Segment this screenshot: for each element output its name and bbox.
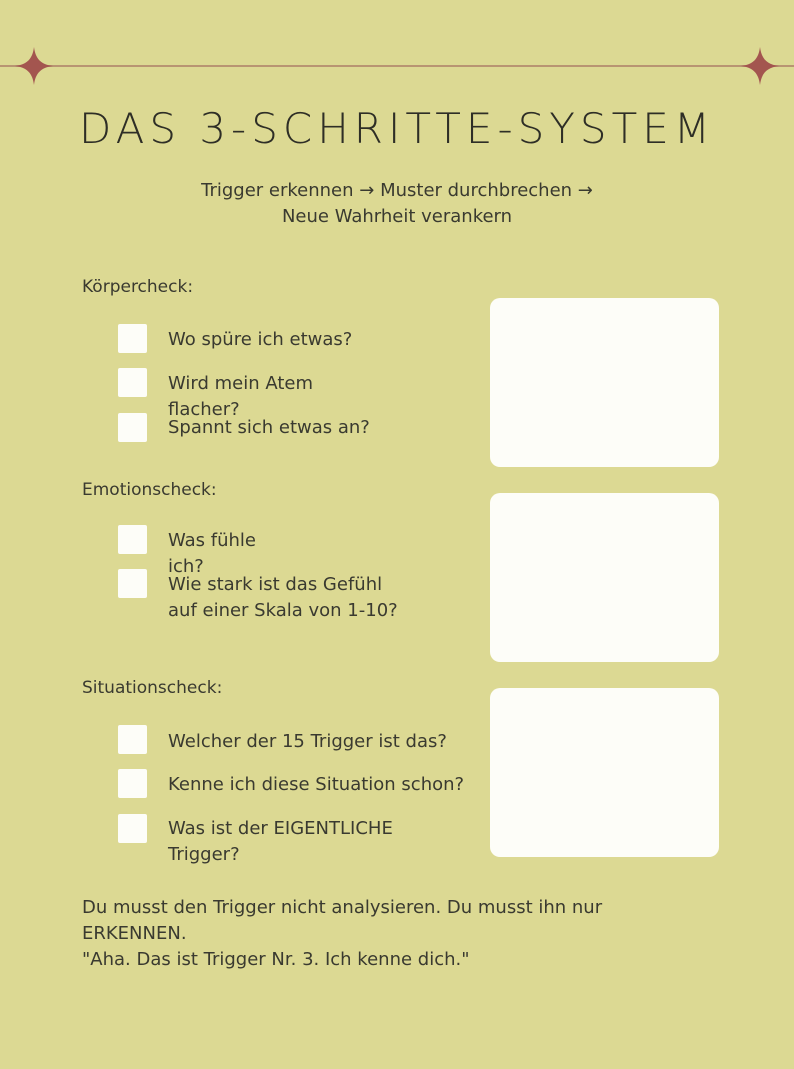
section-label-koerpercheck: Körpercheck:	[82, 277, 194, 297]
checkbox[interactable]	[118, 569, 147, 598]
subtitle-line: Neue Wahrheit verankern	[281, 206, 513, 227]
section-label-situationscheck: Situationscheck:	[82, 678, 223, 698]
notes-box-emotionscheck[interactable]	[490, 493, 719, 662]
checkbox[interactable]	[118, 769, 147, 798]
checkbox[interactable]	[118, 324, 147, 353]
checkbox[interactable]	[118, 368, 147, 397]
checklist-item: Wie stark ist das Gefühl auf einer Skala von 1-10?	[168, 574, 398, 621]
decorative-divider-line	[0, 65, 794, 67]
checklist-item: Wo spüre ich etwas?	[168, 329, 353, 350]
checkbox[interactable]	[118, 525, 147, 554]
checklist-item: Wird mein Atem flacher?	[168, 373, 314, 420]
checkbox[interactable]	[118, 413, 147, 442]
checkbox[interactable]	[118, 814, 147, 843]
section-label-emotionscheck: Emotionscheck:	[82, 480, 217, 500]
notes-box-koerpercheck[interactable]	[490, 298, 719, 467]
checkbox[interactable]	[118, 725, 147, 754]
checklist-item: Welcher der 15 Trigger ist das?	[168, 731, 447, 752]
checklist-item: Spannt sich etwas an?	[168, 417, 370, 438]
checklist-item: Was fühle ich?	[168, 530, 257, 577]
subtitle	[0, 178, 794, 230]
checklist-item: Was ist der EIGENTLICHE Trigger?	[168, 818, 393, 865]
page-title: DAS 3-SCHRITTE-SYSTEM	[78, 104, 716, 153]
footer-note: Du musst den Trigger nicht analysieren. Du musst ihn nur ERKENNEN. "Aha. Das ist Trigger Nr. 3. Ich kenne dich."	[82, 897, 603, 970]
notes-box-situationscheck[interactable]	[490, 688, 719, 857]
four-point-star-icon	[15, 47, 53, 85]
subtitle-line: Trigger erkennen → Muster durchbrechen →	[201, 180, 593, 201]
checklist-item: Kenne ich diese Situation schon?	[168, 774, 465, 795]
four-point-star-icon	[741, 47, 779, 85]
